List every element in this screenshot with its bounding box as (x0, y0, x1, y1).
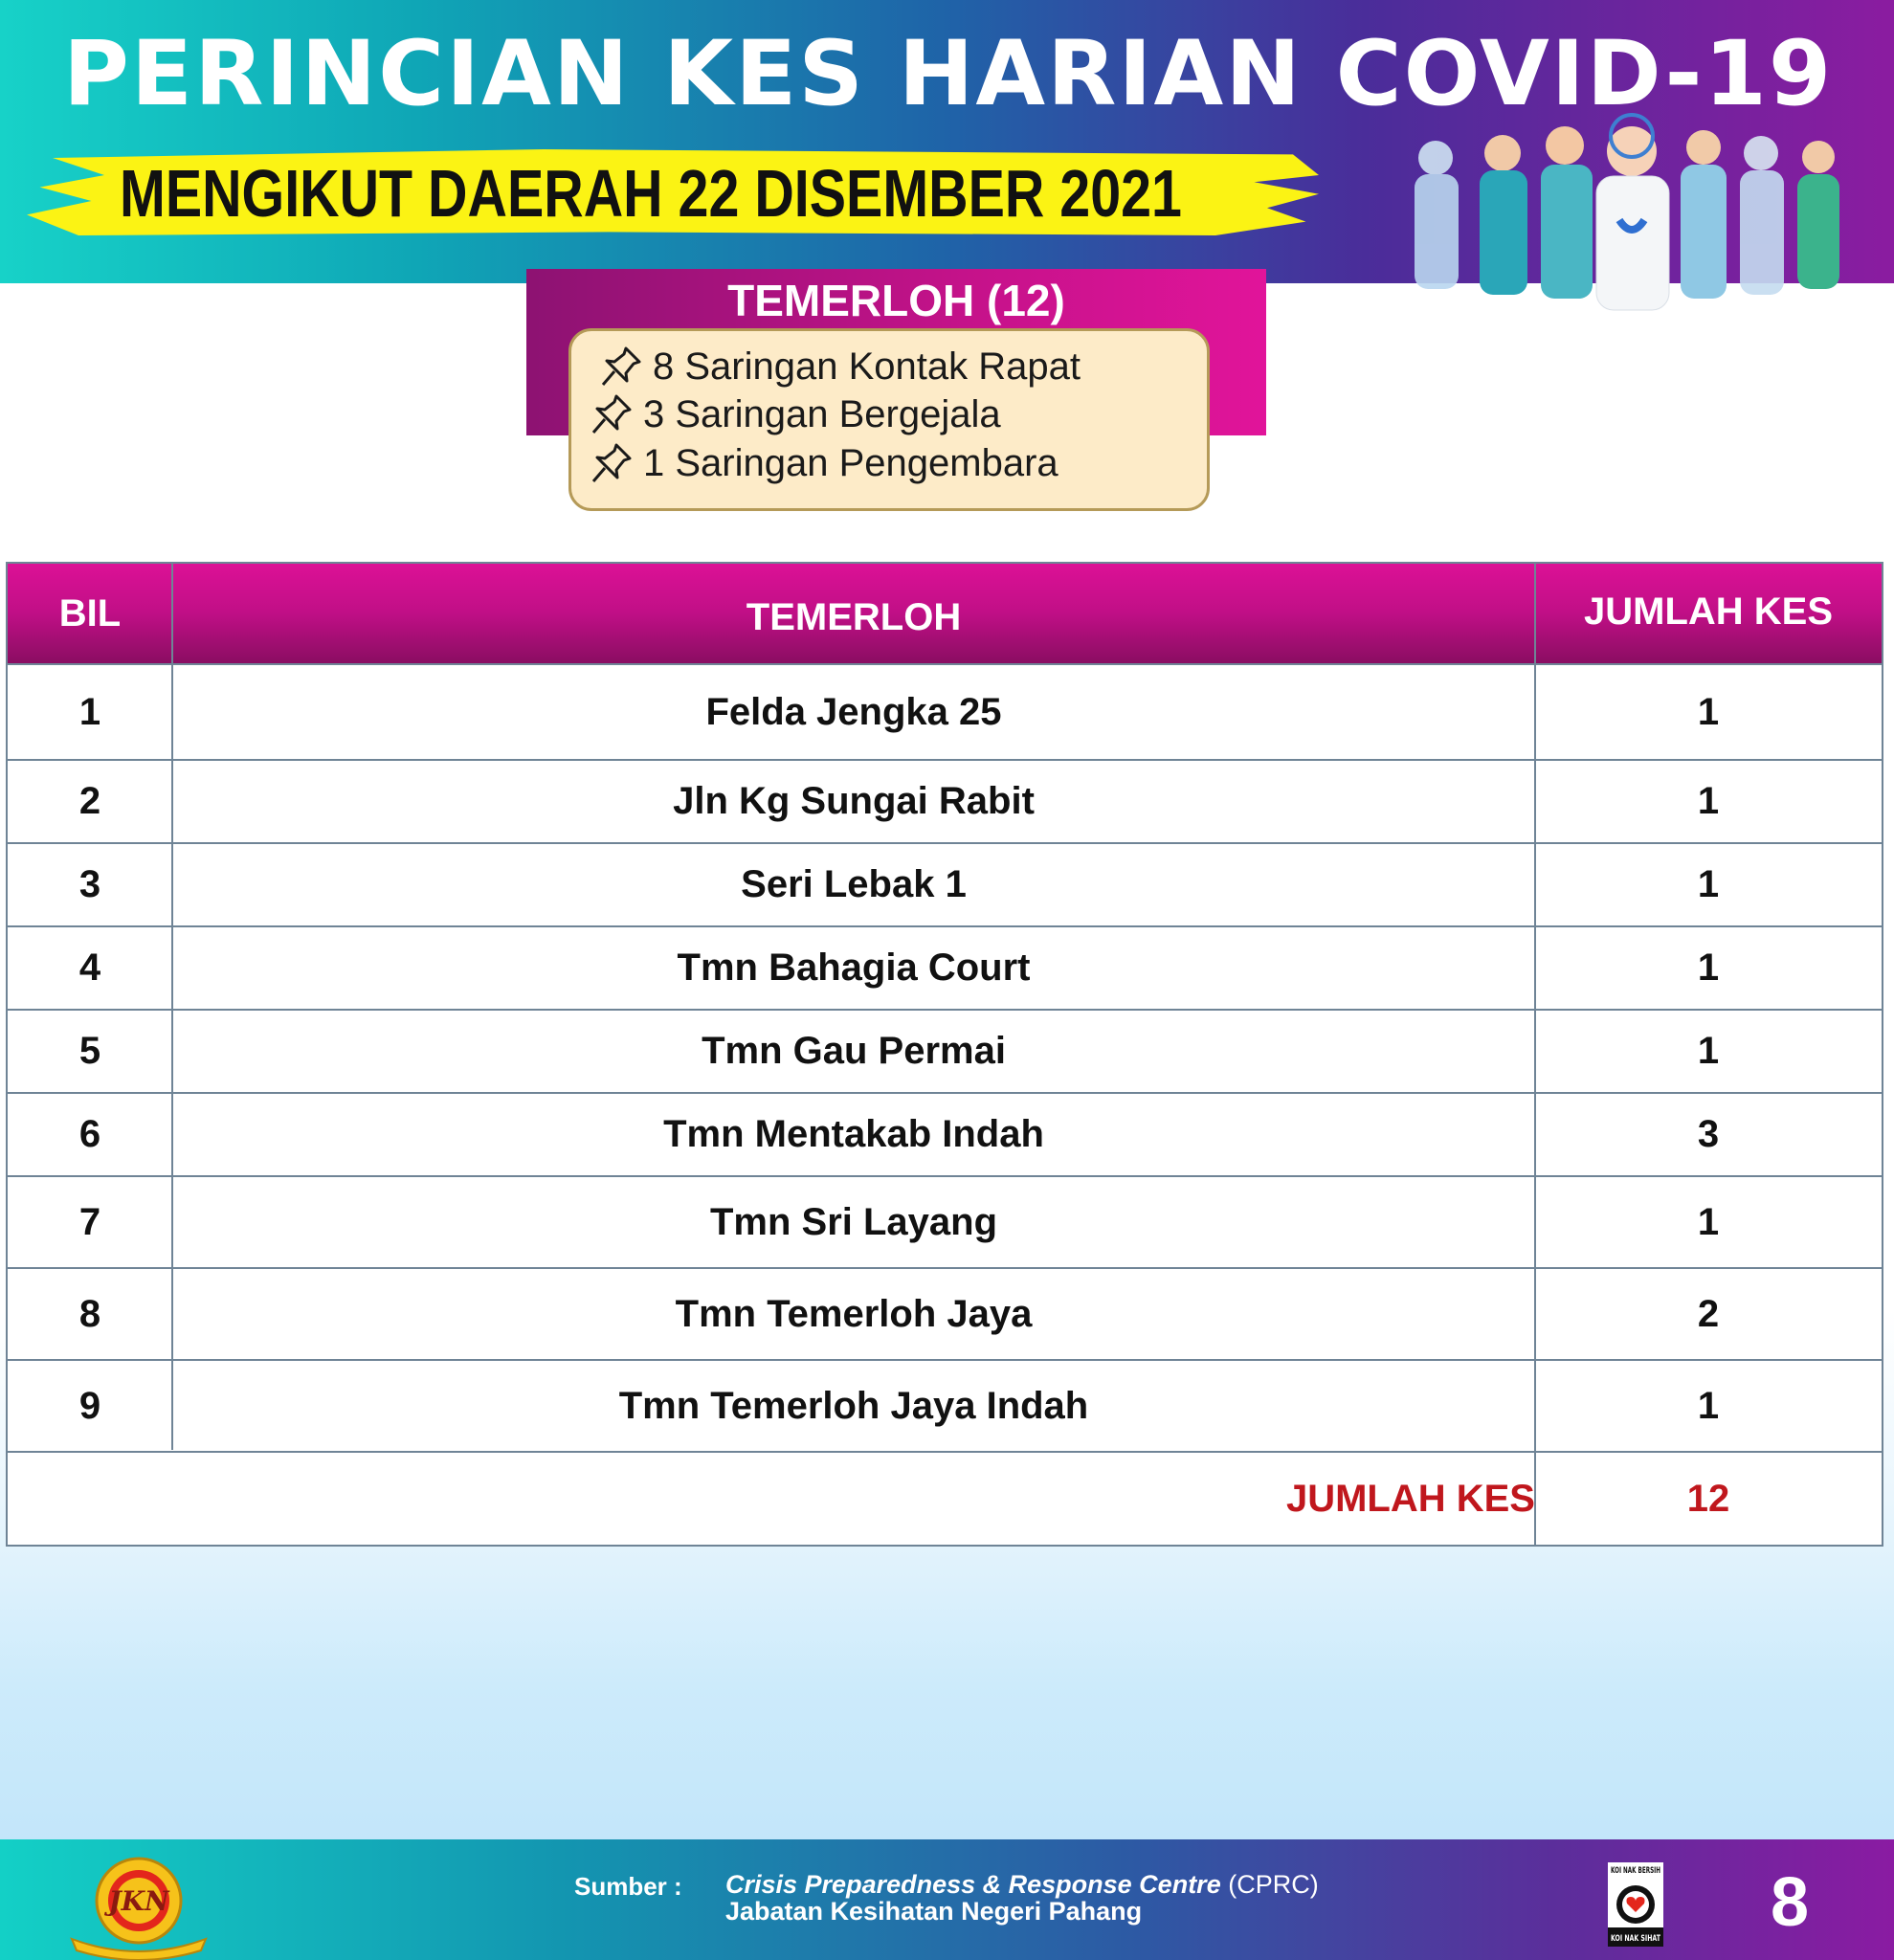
cell-cases: 1 (1697, 1200, 1720, 1243)
pushpin-icon (588, 390, 635, 438)
worker-figure (1480, 135, 1527, 295)
note-text: 8 Saringan Kontak Rapat (653, 345, 1081, 388)
source-department: Jabatan Kesihatan Negeri Pahang (725, 1897, 1143, 1926)
cell-location: Tmn Temerloh Jaya (675, 1292, 1033, 1335)
column-header-cases: JUMLAH KES (1583, 590, 1834, 633)
table-row (8, 663, 1882, 759)
table-row (8, 1267, 1882, 1359)
pushpin-icon (597, 343, 645, 390)
table-total-row (8, 1451, 1882, 1545)
note-text: 3 Saringan Bergejala (643, 392, 1001, 435)
logo-text: JKN (108, 1885, 169, 1917)
cell-bil: 6 (78, 1113, 101, 1155)
column-header-location: TEMERLOH (746, 596, 962, 638)
screening-note (597, 343, 1081, 390)
cell-bil: 9 (78, 1384, 101, 1427)
column-header-bil: BIL (58, 592, 122, 635)
table-row (8, 925, 1882, 1009)
cell-bil: 3 (78, 863, 101, 905)
cell-bil: 5 (78, 1030, 101, 1072)
table-header (8, 564, 1882, 663)
cell-bil: 4 (78, 947, 101, 989)
screening-note (588, 439, 1058, 487)
koi-nak-sihat-badge (1608, 1862, 1663, 1947)
jkn-logo (57, 1851, 220, 1956)
cell-location: Tmn Gau Permai (702, 1030, 1006, 1072)
cell-cases: 1 (1697, 947, 1720, 989)
cell-bil: 2 (78, 780, 101, 822)
table-row (8, 1175, 1882, 1267)
worker-figure (1415, 141, 1459, 289)
source-label: Sumber : (574, 1872, 682, 1901)
pushpin-icon (588, 439, 635, 487)
cell-location: Felda Jengka 25 (705, 690, 1002, 733)
cell-cases: 2 (1697, 1292, 1720, 1335)
cell-bil: 1 (78, 690, 101, 733)
worker-figure (1681, 130, 1727, 299)
page-number: 8 (1771, 1864, 1810, 1941)
cell-cases: 3 (1697, 1113, 1720, 1155)
table-row (8, 759, 1882, 842)
screening-note (588, 390, 1001, 438)
worker-figure (1797, 141, 1839, 289)
worker-figure (1740, 136, 1784, 295)
cell-location: Seri Lebak 1 (741, 863, 967, 905)
cell-cases: 1 (1697, 780, 1720, 822)
table-row (8, 842, 1882, 925)
source-org-name: Crisis Preparedness & Response Centre (725, 1870, 1221, 1899)
page-title: PERINCIAN KES HARIAN COVID-19 (63, 22, 1834, 126)
badge-bottom-text: KOI NAK SIHAT (1611, 1934, 1661, 1944)
cell-bil: 8 (78, 1292, 101, 1335)
badge-top-text: KOI NAK BERSIH (1611, 1866, 1660, 1876)
total-label: JUMLAH KES (1285, 1477, 1535, 1520)
source-organization (725, 1870, 1319, 1900)
page-subtitle: MENGIKUT DAERAH 22 DISEMBER 2021 (120, 156, 1182, 231)
district-title: TEMERLOH (12) (727, 276, 1065, 325)
cases-table (6, 562, 1883, 1547)
cell-location: Tmn Bahagia Court (677, 947, 1031, 989)
cell-location: Tmn Sri Layang (709, 1200, 998, 1243)
cell-location: Jln Kg Sungai Rabit (673, 780, 1035, 822)
worker-figure (1541, 126, 1593, 299)
table-row (8, 1359, 1882, 1451)
cell-cases: 1 (1697, 1384, 1720, 1427)
cell-cases: 1 (1697, 1030, 1720, 1072)
cell-bil: 7 (78, 1200, 101, 1243)
cell-location: Tmn Mentakab Indah (663, 1113, 1044, 1155)
note-text: 1 Saringan Pengembara (643, 441, 1058, 484)
cell-location: Tmn Temerloh Jaya Indah (618, 1384, 1089, 1427)
cell-cases: 1 (1697, 690, 1720, 733)
table-row (8, 1092, 1882, 1175)
cell-cases: 1 (1697, 863, 1720, 905)
worker-figure (1596, 115, 1669, 310)
source-org-abbr: (CPRC) (1228, 1870, 1319, 1899)
total-value: 12 (1686, 1477, 1730, 1520)
table-row (8, 1009, 1882, 1092)
health-workers-illustration (1359, 115, 1876, 325)
